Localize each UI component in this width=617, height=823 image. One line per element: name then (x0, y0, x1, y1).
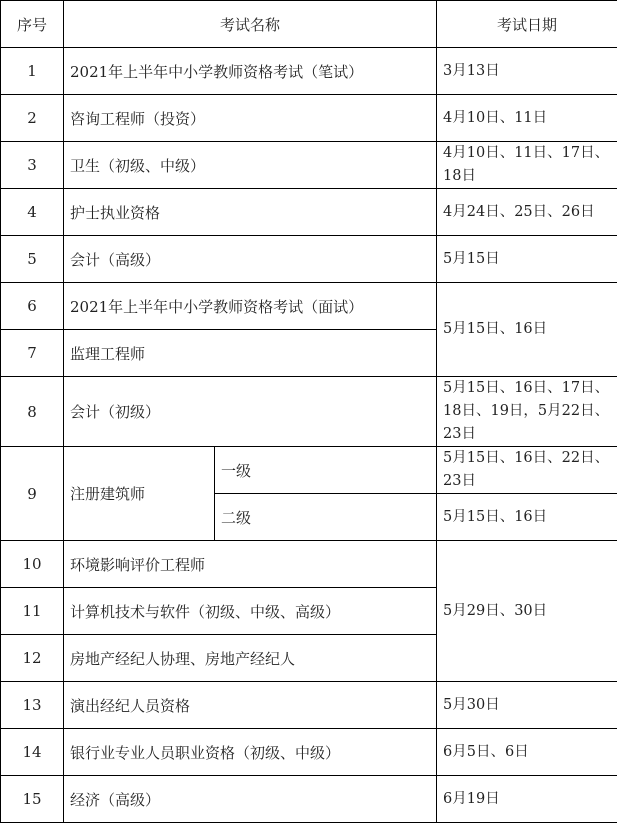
row-number: 14 (1, 729, 64, 776)
row-number: 9 (1, 447, 64, 541)
exam-name: 2021年上半年中小学教师资格考试（笔试） (64, 48, 437, 95)
header-no: 序号 (1, 1, 64, 48)
row-number: 8 (1, 377, 64, 447)
row-number: 12 (1, 635, 64, 682)
exam-name: 房地产经纪人协理、房地产经纪人 (64, 635, 437, 682)
table-row (1, 95, 617, 142)
exam-name: 会计（初级） (64, 377, 437, 447)
exam-date: 4月10日、11日 (437, 95, 617, 142)
header-exam-name: 考试名称 (64, 1, 437, 48)
exam-name: 护士执业资格 (64, 189, 437, 236)
exam-date: 5月15日 (437, 236, 617, 283)
row-number: 15 (1, 776, 64, 823)
table-row (1, 776, 617, 823)
exam-name: 演出经纪人员资格 (64, 682, 437, 729)
header-exam-date: 考试日期 (437, 1, 617, 48)
table-row (1, 682, 617, 729)
exam-name: 监理工程师 (64, 330, 437, 377)
table-row (1, 236, 617, 283)
table-row (1, 48, 617, 95)
exam-name: 计算机技术与软件（初级、中级、高级） (64, 588, 437, 635)
exam-date: 5月15日、16日、17日、18日、19日，5月22日、23日 (437, 377, 617, 447)
exam-name: 咨询工程师（投资） (64, 95, 437, 142)
exam-date: 3月13日 (437, 48, 617, 95)
exam-date: 5月15日、16日 (437, 494, 617, 541)
exam-date: 4月24日、25日、26日 (437, 189, 617, 236)
exam-date: 5月15日、16日、22日、23日 (437, 447, 617, 494)
header-row (1, 1, 617, 48)
table-row (1, 729, 617, 776)
row-number: 6 (1, 283, 64, 330)
row-number: 5 (1, 236, 64, 283)
exam-date: 5月29日、30日 (437, 541, 617, 682)
exam-date: 6月5日、6日 (437, 729, 617, 776)
exam-name: 2021年上半年中小学教师资格考试（面试） (64, 283, 437, 330)
exam-name: 会计（高级） (64, 236, 437, 283)
exam-name: 银行业专业人员职业资格（初级、中级） (64, 729, 437, 776)
row-number: 10 (1, 541, 64, 588)
row-number: 2 (1, 95, 64, 142)
exam-date: 4月10日、11日、17日、18日 (437, 142, 617, 189)
row-number: 13 (1, 682, 64, 729)
exam-subcategory: 一级 (215, 447, 437, 494)
exam-date: 5月30日 (437, 682, 617, 729)
row-number: 4 (1, 189, 64, 236)
exam-date: 5月15日、16日 (437, 283, 617, 377)
table-row (1, 541, 617, 588)
exam-date: 6月19日 (437, 776, 617, 823)
table-row (1, 447, 617, 494)
table-row (1, 283, 617, 330)
row-number: 3 (1, 142, 64, 189)
row-number: 1 (1, 48, 64, 95)
table-row (1, 189, 617, 236)
row-number: 11 (1, 588, 64, 635)
exam-name: 经济（高级） (64, 776, 437, 823)
exam-name: 注册建筑师 (64, 447, 215, 541)
table-row (1, 142, 617, 189)
row-number: 7 (1, 330, 64, 377)
table-row (1, 377, 617, 447)
exam-subcategory: 二级 (215, 494, 437, 541)
exam-name: 环境影响评价工程师 (64, 541, 437, 588)
exam-name: 卫生（初级、中级） (64, 142, 437, 189)
